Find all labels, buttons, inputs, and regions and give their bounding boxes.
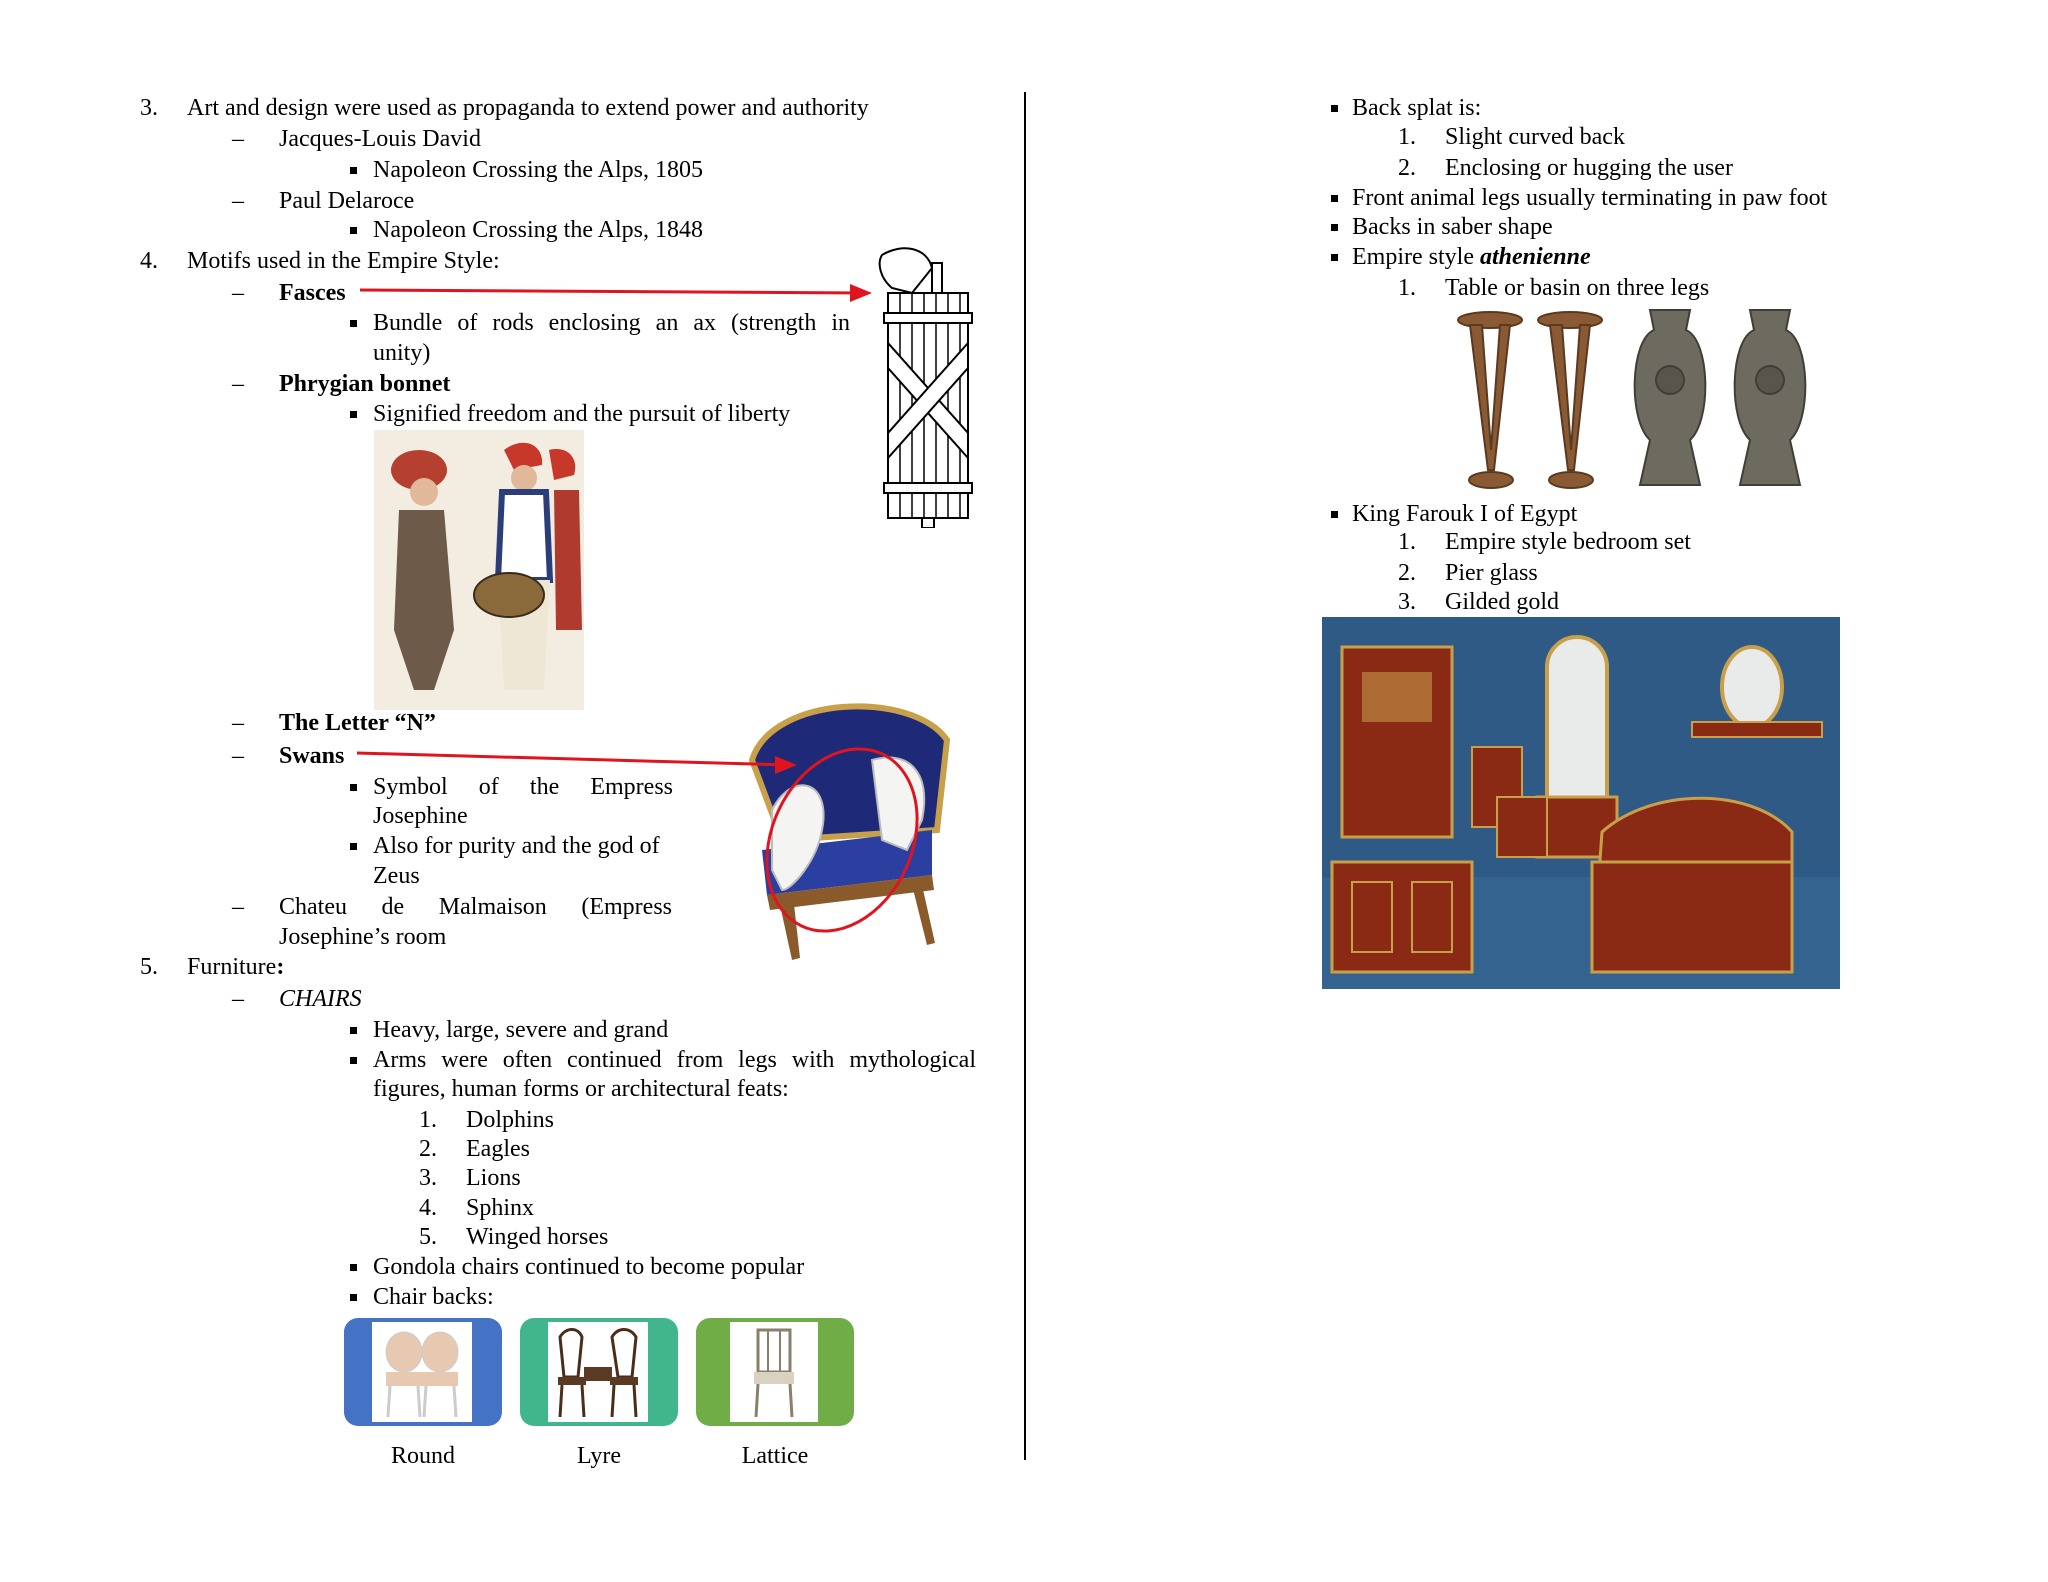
chair-back-caption: Lattice	[741, 1443, 809, 1469]
item-number: 4.	[140, 248, 158, 274]
item-text: Motifs used in the Empire Style:	[187, 248, 500, 274]
chair-back-caption: Round	[390, 1443, 455, 1469]
square-bullet	[1331, 254, 1338, 261]
chair-fact: Arms were often continued from legs with mythological	[373, 1047, 976, 1073]
figure-item: Dolphins	[466, 1107, 555, 1133]
chair-back-round-thumb	[344, 1318, 502, 1426]
fasces-arrow	[360, 290, 865, 293]
bedroom-set-illustration	[1322, 617, 1840, 989]
dash-bullet: –	[232, 710, 244, 736]
sub-number: 3.	[1398, 589, 1416, 615]
motif-desc: Chateu de Malmaison (Empress	[279, 894, 672, 920]
sub-number: 2.	[1398, 155, 1416, 181]
square-bullet	[350, 167, 357, 174]
artwork-title: Napoleon Crossing the Alps, 1805	[373, 157, 703, 183]
dash-bullet: –	[232, 126, 244, 152]
dash-bullet: –	[232, 894, 244, 920]
figure-item: Sphinx	[466, 1195, 535, 1221]
figure-item: Eagles	[466, 1136, 530, 1162]
figure-number: 4.	[419, 1195, 437, 1221]
dash-bullet: –	[232, 371, 244, 397]
motif-desc: Zeus	[373, 863, 420, 889]
chairs-heading: CHAIRS	[279, 986, 362, 1012]
square-bullet	[350, 843, 357, 850]
athenienne-prefix: Empire style	[1352, 244, 1480, 270]
square-bullet	[350, 227, 357, 234]
dash-bullet: –	[232, 280, 244, 306]
item-number: 3.	[140, 95, 158, 121]
motif-desc: Signified freedom and the pursuit of liberty	[373, 401, 791, 427]
athenienne-illustration	[1450, 300, 1840, 500]
motif-desc: Bundle of rods enclosing an ax (strength in	[373, 310, 850, 336]
item-text	[187, 952, 284, 982]
square-bullet	[1331, 105, 1338, 112]
right-bullet-text: Front animal legs usually terminating in paw foot	[1352, 185, 1828, 211]
right-bullet-text: King Farouk I of Egypt	[1352, 501, 1578, 527]
artist-name: Jacques-Louis David	[279, 126, 481, 152]
figure-number: 1.	[419, 1107, 437, 1133]
column-divider	[1024, 92, 1026, 1460]
sub-item: Pier glass	[1445, 560, 1538, 586]
motif-title: Swans	[279, 743, 345, 769]
lyre-chair-icon	[548, 1322, 648, 1422]
swans-arrow-head	[775, 756, 797, 774]
sub-number: 1.	[1398, 529, 1416, 555]
chair-back-lyre-thumb	[520, 1318, 678, 1426]
right-bullet-text: Backs in saber shape	[1352, 214, 1553, 240]
motif-title: Fasces	[279, 280, 346, 306]
figure-item: Winged horses	[466, 1224, 609, 1250]
figure-number: 5.	[419, 1224, 437, 1250]
swans-arrow	[357, 753, 790, 765]
motif-title: Phrygian bonnet	[279, 371, 451, 397]
fasces-arrow-head	[850, 284, 872, 302]
lattice-chair-icon	[730, 1322, 818, 1422]
motif-desc: Josephine	[373, 803, 468, 829]
motif-desc: Also for purity and the god of	[373, 833, 660, 859]
right-bullet-text	[1352, 242, 1591, 272]
furniture-colon: :	[276, 954, 285, 980]
square-bullet	[1331, 195, 1338, 202]
square-bullet	[1331, 511, 1338, 518]
item-number: 5.	[140, 954, 158, 980]
sub-item: Gilded gold	[1445, 589, 1559, 615]
chair-fact: Gondola chairs continued to become popular	[373, 1254, 805, 1280]
square-bullet	[1331, 224, 1338, 231]
athenienne-term: athenienne	[1479, 244, 1591, 270]
chair-back-caption: Lyre	[577, 1443, 621, 1469]
dash-bullet: –	[232, 743, 244, 769]
motif-desc: unity)	[373, 340, 431, 366]
chair-back-lattice-thumb	[696, 1318, 854, 1426]
square-bullet	[350, 1264, 357, 1271]
sub-item: Table or basin on three legs	[1445, 275, 1710, 301]
figure-number: 2.	[419, 1136, 437, 1162]
motif-desc: Josephine’s room	[279, 924, 447, 950]
round-chair-icon	[372, 1322, 472, 1422]
chair-fact: figures, human forms or architectural feats:	[373, 1076, 789, 1102]
sub-item: Empire style bedroom set	[1445, 529, 1691, 555]
square-bullet	[350, 1057, 357, 1064]
arrow-overlay	[350, 275, 880, 775]
sub-item: Enclosing or hugging the user	[1445, 155, 1733, 181]
artwork-title: Napoleon Crossing the Alps, 1848	[373, 217, 703, 243]
right-bullet-text: Back splat is:	[1352, 95, 1482, 121]
sub-number: 1.	[1398, 275, 1416, 301]
sub-number: 1.	[1398, 124, 1416, 150]
figure-item: Lions	[466, 1165, 521, 1191]
chair-fact: Chair backs:	[373, 1284, 494, 1310]
artist-name: Paul Delaroce	[279, 188, 415, 214]
square-bullet	[350, 1027, 357, 1034]
figure-number: 3.	[419, 1165, 437, 1191]
motif-title: The Letter “N”	[279, 710, 436, 736]
furniture-label: Furniture	[187, 954, 277, 980]
sub-item: Slight curved back	[1445, 124, 1625, 150]
chair-fact: Heavy, large, severe and grand	[373, 1017, 669, 1043]
fasces-illustration	[872, 243, 982, 528]
dash-bullet: –	[232, 188, 244, 214]
square-bullet	[350, 1294, 357, 1301]
square-bullet	[350, 784, 357, 791]
item-text: Art and design were used as propaganda to extend power and authority	[187, 95, 869, 121]
dash-bullet: –	[232, 986, 244, 1012]
motif-desc: Symbol of the Empress	[373, 774, 673, 800]
sub-number: 2.	[1398, 560, 1416, 586]
